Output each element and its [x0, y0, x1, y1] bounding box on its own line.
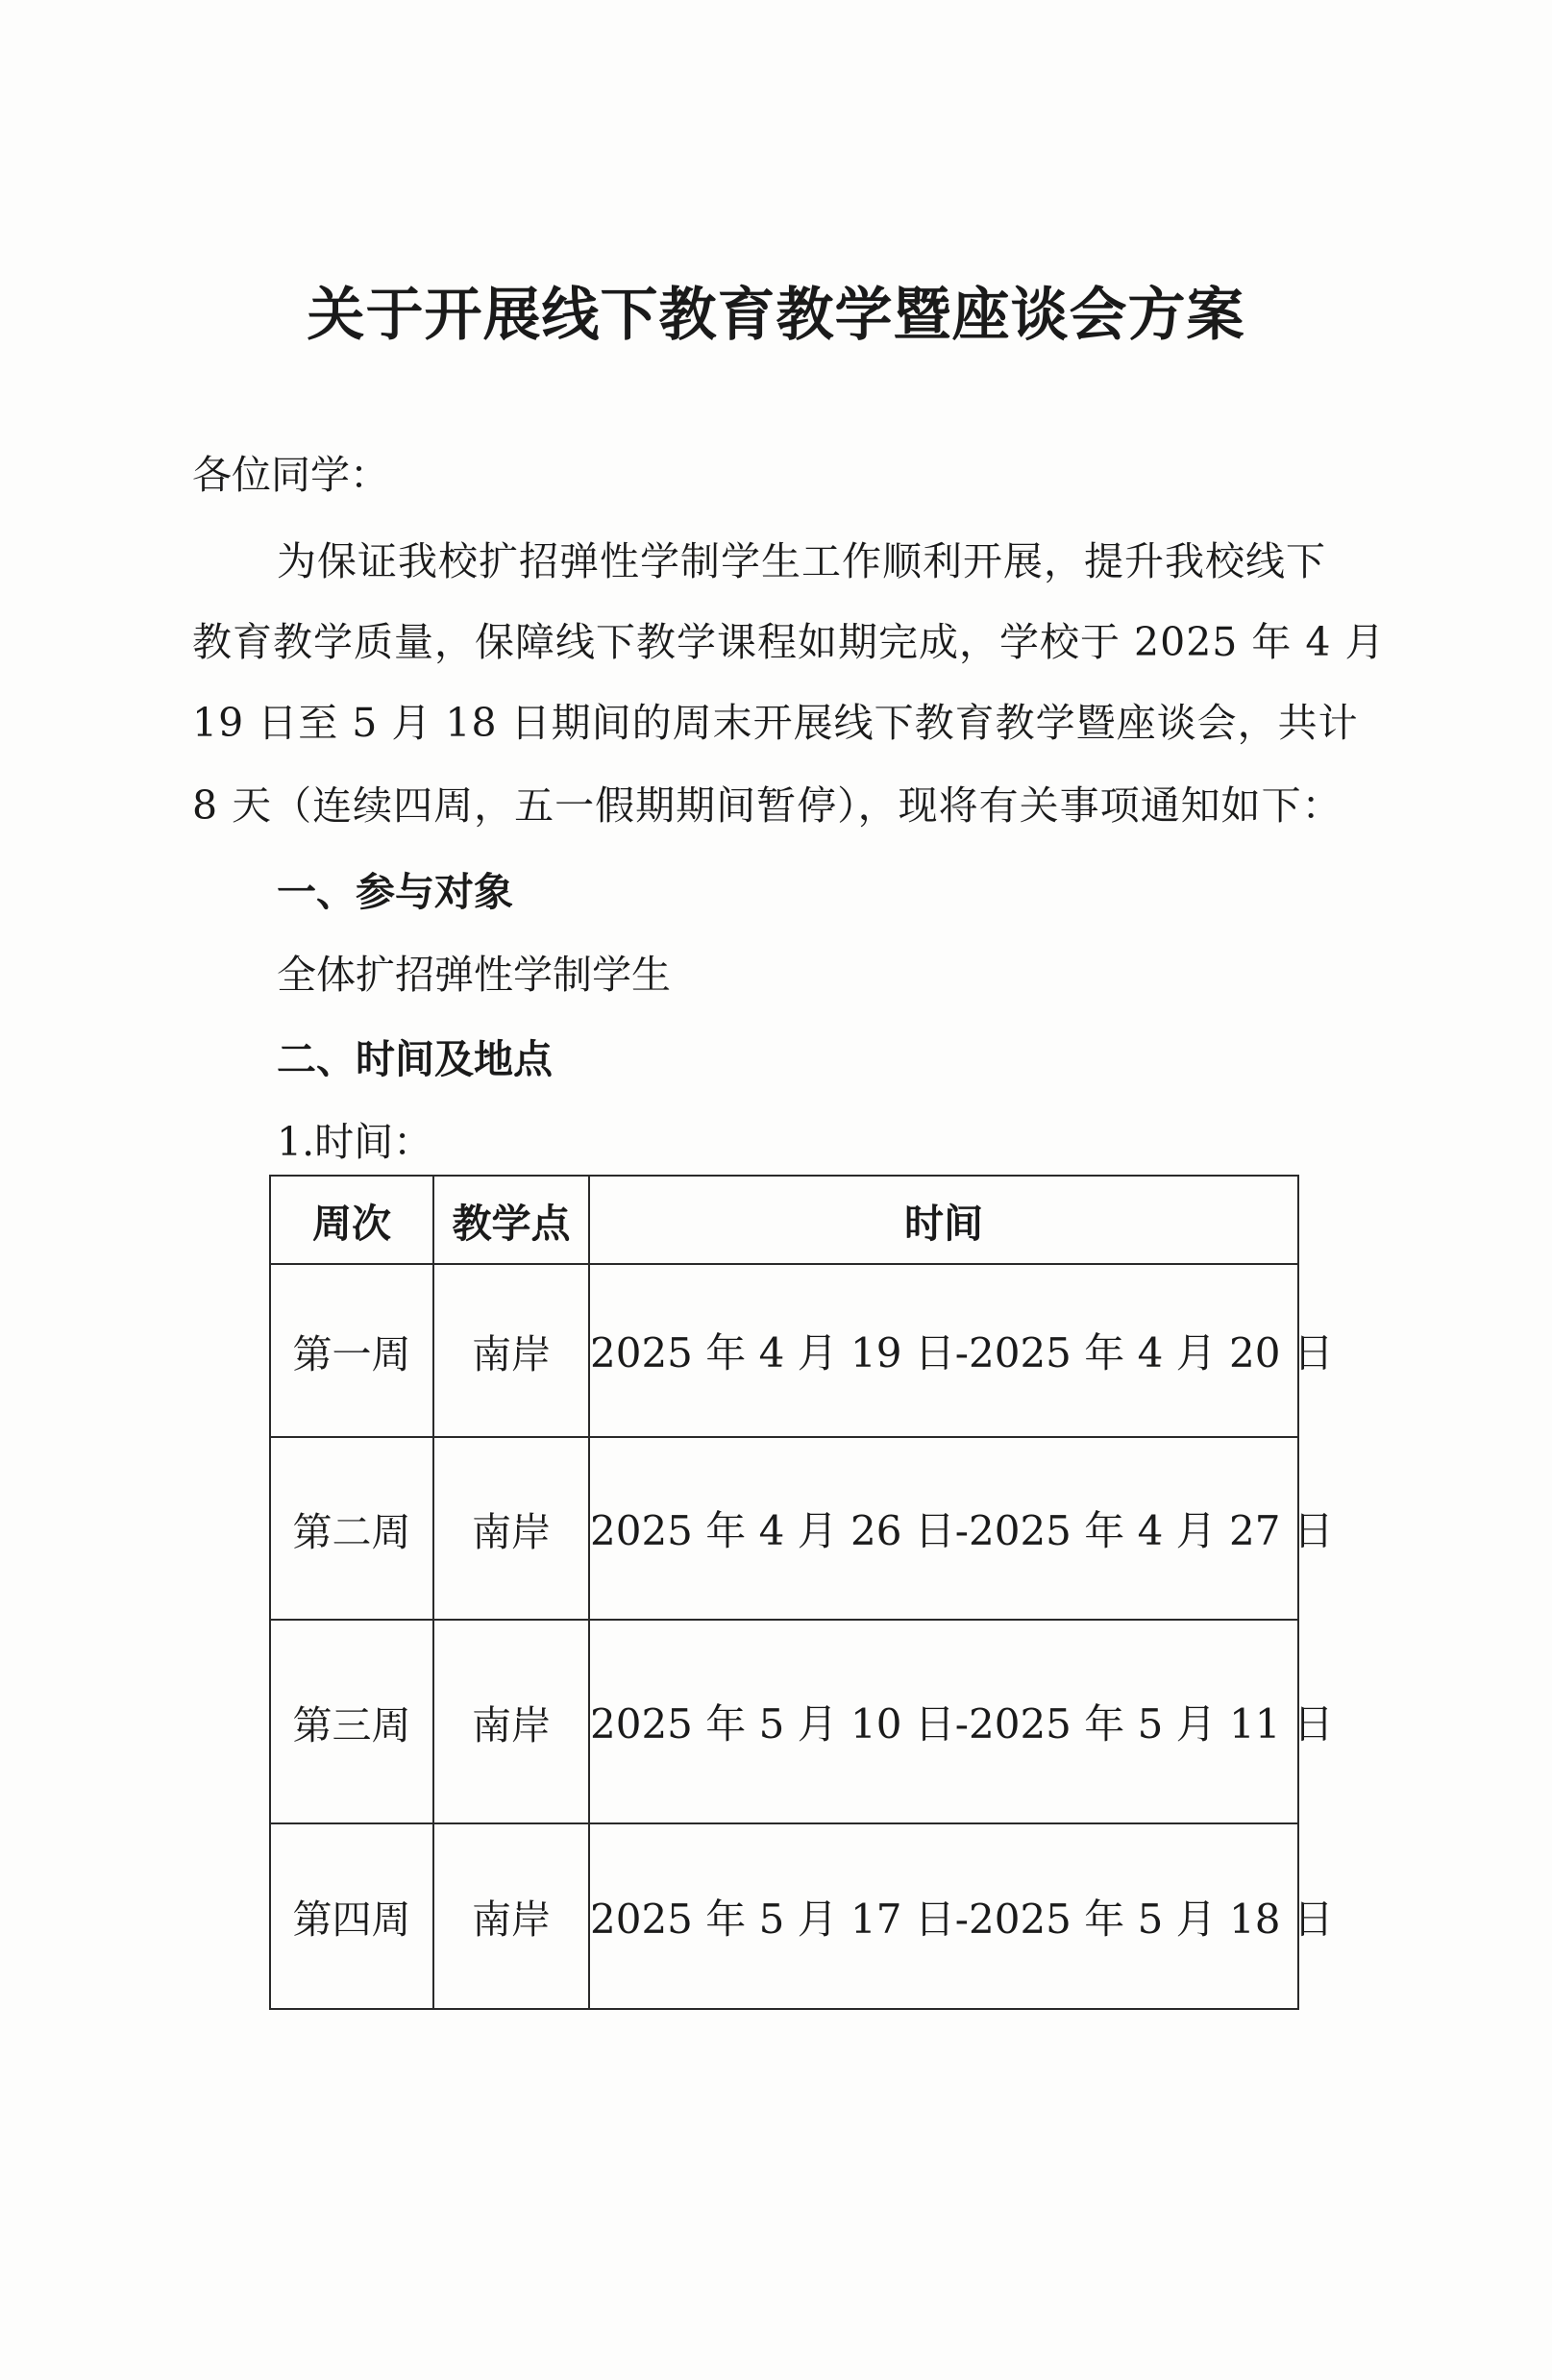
cell-week: 第四周 [270, 1823, 433, 2009]
cell-site: 南岸 [433, 1823, 589, 2009]
table-row [270, 1437, 1298, 1620]
table-row [270, 1823, 1298, 2009]
header-site: 教学点 [433, 1176, 589, 1264]
cell-time: 2025 年 5 月 10 日-2025 年 5 月 11 日 [589, 1620, 1298, 1823]
header-week: 周次 [270, 1176, 433, 1264]
table-header-row [270, 1176, 1298, 1264]
section-1-heading: 一、参与对象 [277, 869, 513, 915]
table-row [270, 1264, 1298, 1437]
section-2-heading: 二、时间及地点 [277, 1036, 553, 1082]
schedule-table [269, 1175, 1334, 2010]
table-row [270, 1620, 1298, 1823]
section-1-content: 全体扩招弹性学制学生 [277, 952, 671, 998]
intro-line-1: 为保证我校扩招弹性学制学生工作顺利开展，提升我校线下 [277, 538, 1326, 584]
cell-time: 2025 年 4 月 26 日-2025 年 4 月 27 日 [589, 1437, 1298, 1620]
intro-line-2: 教育教学质量，保障线下教学课程如期完成，学校于 2025 年 4 月 [192, 619, 1386, 665]
cell-site: 南岸 [433, 1437, 589, 1620]
cell-time: 2025 年 5 月 17 日-2025 年 5 月 18 日 [589, 1823, 1298, 2009]
section-2-subheading: 1.时间： [277, 1119, 433, 1165]
intro-line-3: 19 日至 5 月 18 日期间的周末开展线下教育教学暨座谈会，共计 [192, 700, 1359, 746]
header-time: 时间 [589, 1176, 1298, 1264]
cell-time: 2025 年 4 月 19 日-2025 年 4 月 20 日 [589, 1264, 1298, 1437]
cell-site: 南岸 [433, 1264, 589, 1437]
cell-site: 南岸 [433, 1620, 589, 1823]
greeting: 各位同学： [192, 452, 389, 498]
cell-week: 第二周 [270, 1437, 433, 1620]
intro-line-4: 8 天（连续四周，五一假期期间暂停），现将有关事项通知如下： [192, 782, 1343, 829]
cell-week: 第三周 [270, 1620, 433, 1823]
cell-week: 第一周 [270, 1264, 433, 1437]
document-title: 关于开展线下教育教学暨座谈会方案 [307, 282, 1245, 349]
